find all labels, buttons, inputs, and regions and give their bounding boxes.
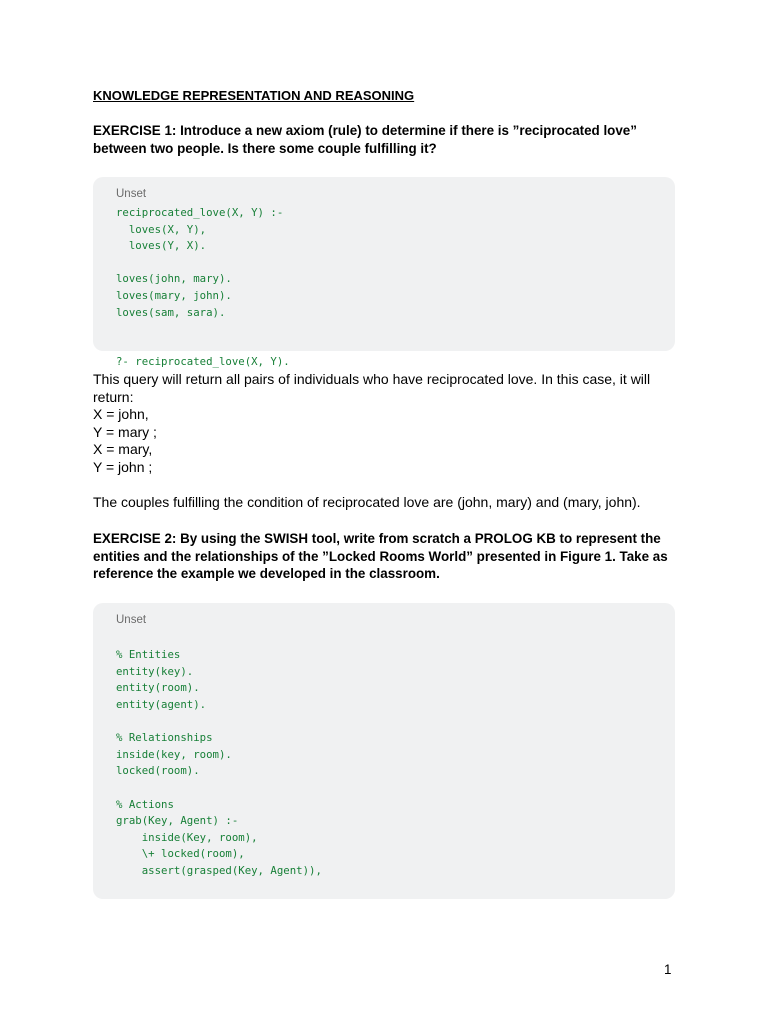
exercise-2-code-block: [93, 603, 675, 899]
result-line: Y = mary ;: [93, 423, 157, 440]
code-line: reciprocated_love(X, Y) :-: [116, 206, 284, 219]
code-line: loves(Y, X).: [116, 239, 207, 253]
code-line: assert(grasped(Key, Agent)),: [116, 863, 322, 877]
result-line: Y = john ;: [93, 458, 153, 475]
code-line: [116, 780, 652, 797]
result-line: X = mary,: [93, 441, 153, 458]
code-line: % Relationships: [116, 731, 213, 745]
page-number: 1: [664, 962, 672, 977]
code-line: [116, 255, 652, 272]
code-line: % Entities: [116, 648, 181, 662]
result-line: X = john,: [93, 406, 149, 423]
code-line: entity(agent).: [116, 698, 207, 712]
code-line: grab(Key, Agent) :-: [116, 814, 239, 828]
code-line: loves(X, Y),: [116, 222, 207, 236]
explanation-paragraph: This query will return all pairs of individuals who have reciprocated love. In this case, it will return:: [93, 371, 651, 405]
code-line: inside(Key, room),: [116, 830, 258, 844]
code-line: [116, 714, 652, 731]
code-line: [116, 631, 652, 648]
conclusion-paragraph: The couples fulfilling the condition of reciprocated love are (john, mary) and (mary, john).: [93, 493, 641, 510]
code-language-label: Unset: [116, 613, 147, 626]
code-line: loves(john, mary).: [116, 272, 232, 286]
code-language-label: Unset: [116, 188, 147, 200]
code-line: \+ locked(room),: [116, 847, 245, 861]
code-line: inside(key, room).: [116, 747, 232, 761]
exercise-1-code-block: [93, 177, 675, 369]
code-line: entity(room).: [116, 681, 200, 695]
code-line: loves(sam, sara).: [116, 305, 226, 319]
document-title: KNOWLEDGE REPRESENTATION AND REASONING: [93, 88, 415, 103]
code-line: % Actions: [116, 797, 174, 811]
code-line: locked(room).: [116, 764, 200, 778]
document-page: [93, 87, 675, 919]
code-line: loves(mary, john).: [116, 288, 232, 302]
code-line: [116, 338, 652, 355]
code-line: [116, 321, 652, 338]
code-line: ?- reciprocated_love(X, Y).: [116, 355, 290, 369]
code-line: entity(key).: [116, 664, 194, 678]
exercise-2-prompt: EXERCISE 2: By using the SWISH tool, write from scratch a PROLOG KB to represent the entities and the relationships of the ”Locked Rooms World” presented in Figure 1. Take as reference the example we developed in the classroom.: [93, 531, 668, 582]
exercise-1-prompt: EXERCISE 1: Introduce a new axiom (rule) to determine if there is ”reciprocated love” between two people. Is there some couple fulfilling it?: [93, 123, 637, 156]
